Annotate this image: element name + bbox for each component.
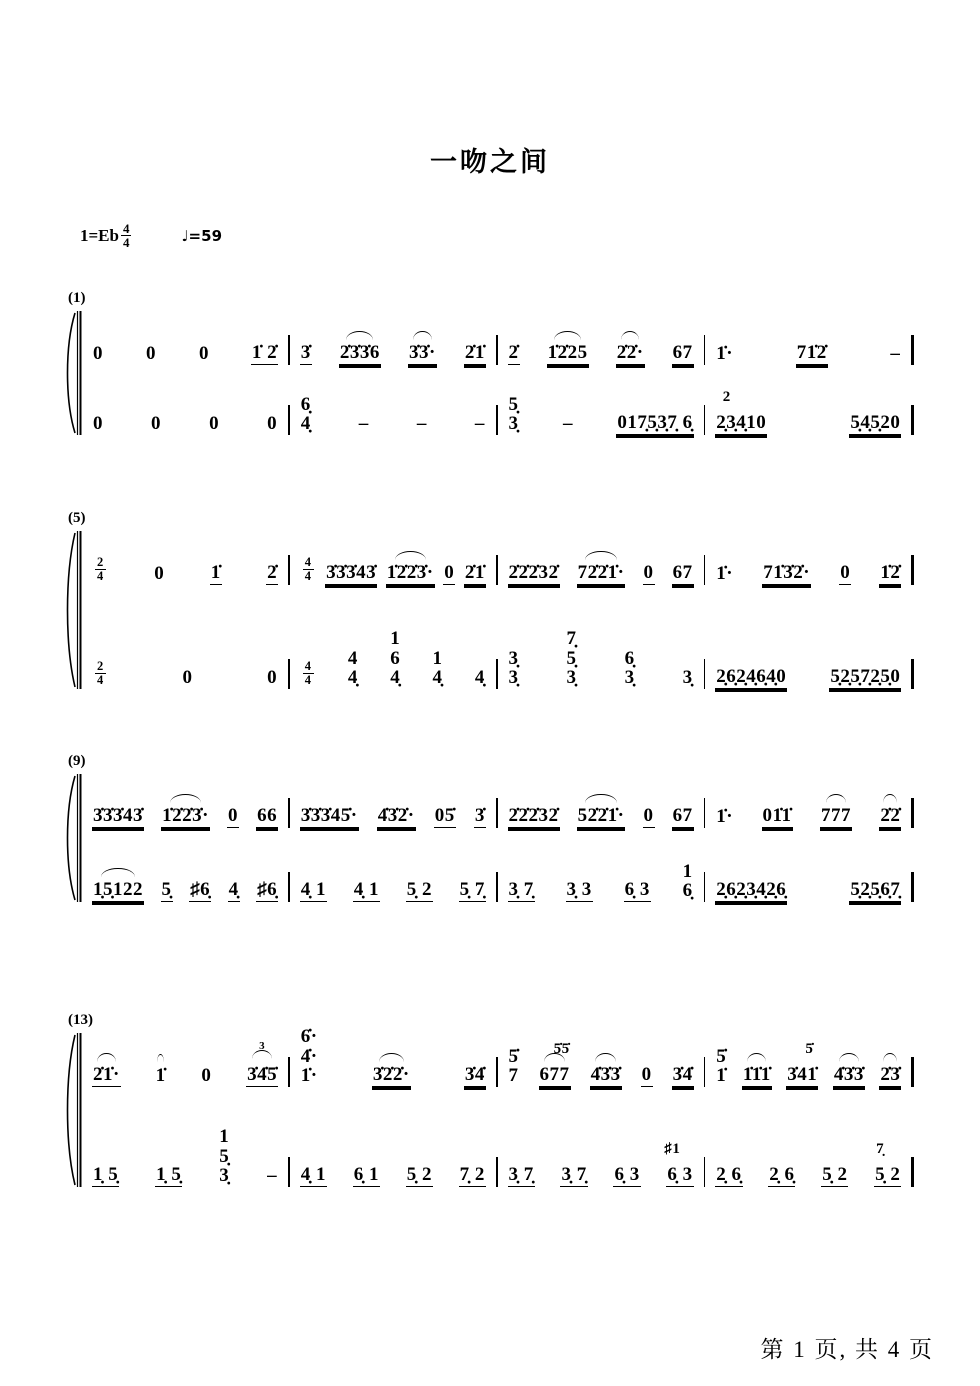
note-group: 1̇· (716, 343, 734, 365)
measure (82, 343, 288, 365)
slur-icon (554, 331, 581, 340)
note-group: 2̣ 6̣ (769, 1164, 795, 1186)
barline (911, 1157, 914, 1187)
note-group: 0 (151, 413, 162, 435)
note-group: 4̣ 1 (353, 879, 379, 901)
system-brace-icon (62, 774, 82, 907)
note-group: 0 (209, 413, 220, 435)
chord-stack: 3̣ 3̣ (508, 647, 519, 689)
note-group: 5̣2̣5̣7̣2̣5̣0 (830, 666, 901, 688)
measure (705, 667, 911, 689)
note-group: ♯6̣ (257, 879, 278, 901)
note-group: 1̣5̣122 (92, 880, 144, 902)
note-group: 0 (643, 562, 654, 584)
note-group: 71̇3̇2̇· (763, 562, 811, 584)
measure (290, 1165, 496, 1187)
note-group: 5̣ 2 7̣ (875, 1141, 901, 1186)
note-group: 1̣ 5̣ (156, 1164, 182, 1186)
measure (498, 629, 704, 689)
system-brace-icon (62, 1033, 82, 1192)
note-group: 2̇2̇· (616, 343, 645, 365)
note-group: 2̇2̇ (879, 806, 901, 828)
barline (911, 872, 914, 902)
upper-voice-note: 7̣ (876, 1141, 885, 1158)
note-group: 0 (267, 413, 278, 435)
slur-icon (883, 1053, 897, 1062)
upper-voice-note: 2 (722, 389, 731, 406)
note-group: 0 (444, 562, 455, 584)
note-group: 0 (154, 563, 165, 585)
note-group: 1̇ 2̇ (251, 342, 278, 364)
note-group: 4̇3̇3̇ (833, 1065, 865, 1087)
barline (911, 798, 914, 828)
note-group: 4̇3̇3̇ (590, 1065, 622, 1087)
measure (82, 806, 288, 828)
note-group: 0 (182, 667, 193, 689)
note-group: 2̇1̇ (464, 342, 485, 364)
barline (911, 405, 914, 435)
bass-staff (82, 1125, 914, 1187)
note-group: 4̇3̇2̇· (377, 805, 415, 827)
chord-stack: 5̇ 1̇ (716, 1045, 727, 1087)
note-group: 1̇1̇1̇ (742, 1065, 772, 1087)
note-group: 3̣ 7̣ (508, 879, 534, 901)
treble-staff (82, 774, 914, 828)
chord-stack: 1 6 4̣ (390, 627, 401, 689)
measure (705, 343, 911, 365)
note-group: 4̣ 1 (300, 879, 326, 901)
slur-icon (621, 331, 639, 340)
note-group: 5̣ 2 (822, 1164, 848, 1186)
note-group: 0 (201, 1065, 212, 1087)
system-3 (62, 753, 914, 907)
slur-icon (585, 794, 616, 803)
measure (498, 806, 704, 828)
measure (705, 1141, 911, 1187)
chord-stack: 5̇ 7 (508, 1045, 519, 1087)
note-group: – (890, 343, 901, 365)
slur-icon (395, 551, 426, 560)
page-number-footer: 第 1 页, 共 4 页 (760, 1337, 934, 1362)
note-group: 3̇ (300, 342, 311, 364)
note-group: 777 (820, 806, 852, 828)
slur-icon (97, 1053, 115, 1062)
chord-stack: 6̣ 4̣ (300, 393, 311, 435)
note-group: 1̇2̇2̇3̇· (386, 563, 435, 585)
note-group: 3̇3̇3̇45̇· (300, 805, 358, 827)
system-1 (62, 290, 914, 440)
upper-voice-note: 5̇5̇ (553, 1041, 570, 1058)
slur-icon (346, 331, 373, 340)
chord-stack: 5̣ 3̣ (508, 393, 519, 435)
note-group: 72̇2̇1̇· (577, 563, 626, 585)
slur-icon (826, 794, 846, 803)
note-group: 3̇41̇ 5̇ (787, 1041, 818, 1086)
slur-icon (379, 1053, 404, 1062)
slur-icon (170, 794, 201, 803)
note-group: 3̣ 7̣ (561, 1164, 587, 1186)
chord-stack: 1 4̣ (432, 647, 443, 689)
measure (498, 563, 704, 585)
note-group: – (562, 413, 573, 435)
note-group: 5̣ 2 (406, 879, 432, 901)
note-group: 0 (228, 805, 239, 827)
note-group: 1̇ (210, 562, 221, 584)
measure (705, 563, 911, 585)
chord-stack: 1 5̣ 3̣ (219, 1125, 230, 1187)
slur-icon (883, 794, 897, 803)
note-group: 2̇3̇ (879, 1065, 901, 1087)
slur-icon (839, 1053, 859, 1062)
note-group: 2̇3̇3̇6 (339, 343, 381, 365)
note-group: 3̇4̇ (672, 1064, 693, 1086)
note-group: 3̇4̇5̇ 3 (247, 1040, 278, 1086)
note-group: 017̣5̣3̣7̣ 6̣ (617, 412, 693, 434)
chord-stack: 1 6̣ (682, 860, 693, 902)
note-group: – (267, 1165, 278, 1187)
measure-number-label: (9) (68, 753, 86, 769)
note-group: 2̇ (508, 342, 519, 364)
chord-stack: 4 4̣ (347, 647, 358, 689)
measure (705, 880, 911, 902)
measure (82, 414, 288, 435)
time-signature: $\frac{4}{4}$ (304, 555, 312, 583)
time-signature (121, 222, 132, 249)
note-group: 3̇3̇· (408, 343, 437, 365)
measure (498, 1041, 704, 1088)
note-group: 0 (93, 413, 103, 435)
measure (290, 395, 496, 436)
key-tonic: 1=Eb (80, 225, 119, 245)
measure (705, 389, 911, 435)
note-group: 4̣ (474, 667, 485, 689)
measure-number-label: (5) (68, 510, 86, 526)
barline (911, 555, 914, 585)
treble-staff (82, 531, 914, 585)
note-group: 0 (643, 805, 654, 827)
meter-numerator: 4 (122, 221, 130, 236)
note-group: 0 (840, 562, 851, 584)
note-group: 5̣ 2 (406, 1164, 432, 1186)
note-group: 2̣ 6̣ (716, 1164, 742, 1186)
note-group: 0 (198, 343, 209, 365)
measure (290, 629, 496, 689)
measure (82, 655, 288, 689)
measure (82, 551, 288, 585)
slur-icon (585, 551, 616, 560)
note-group: 2̇1̇· (92, 1065, 121, 1087)
meter-denominator: 4 (122, 235, 130, 250)
measure (82, 1040, 288, 1087)
note-group: 3̇3̇3̇43̇ (93, 805, 143, 827)
note-group: 3̣ (682, 667, 693, 689)
treble-staff (82, 311, 914, 365)
note-group: 6̣ 3 (624, 879, 650, 901)
measure (705, 806, 911, 828)
note-group: 3̇3̇3̇43̇ (326, 562, 377, 584)
time-signature: $\frac{2}{4}$ (97, 555, 104, 583)
note-group: 1̇2̇25 (547, 343, 589, 365)
note-group: 1̇2̇ (880, 562, 901, 584)
note-group: 3̇2̇2̇· (372, 1065, 411, 1087)
measure (290, 343, 496, 365)
upper-voice-note: ♯1 (664, 1141, 681, 1158)
page-title: 一吻之间 (430, 147, 550, 177)
bass-staff (82, 848, 914, 902)
time-signature: $\frac{4}{4}$ (304, 659, 312, 687)
note-group: 66 (257, 805, 278, 827)
note-group: 0 (641, 1064, 652, 1086)
chord-stack: 7̣ 5̣ 3̣ (566, 627, 577, 689)
slur-icon (101, 868, 134, 877)
note-group: 52̇2̇1̇· (577, 806, 626, 828)
chord-stack: 6̇· 4̇· 1̇· (300, 1025, 318, 1087)
note-group: 67 (672, 805, 693, 827)
note-group: 3̣ 7̣ (508, 1164, 534, 1186)
note-group: 3̇ (474, 805, 485, 827)
note-group: 5̣4̣5̣20 (850, 412, 901, 434)
system-2 (62, 510, 914, 694)
note-group: 2̣6̣2̣3̣4̣2̣6̣ (716, 879, 787, 901)
tempo-marking: ♩=59 (181, 226, 223, 245)
note-group: 6̣ 3 (614, 1164, 640, 1186)
barline (911, 335, 914, 365)
note-group: 1̇· (716, 806, 734, 828)
note-group: 67 (672, 562, 693, 584)
note-group: 2̣3̣4̣10 2 (716, 389, 767, 434)
note-group: 2̇ (267, 562, 278, 584)
note-group: 1̇ (155, 1066, 167, 1087)
system-brace-icon (62, 311, 82, 440)
note-group: 1̇· (716, 563, 734, 585)
note-group: 4̣ (228, 879, 239, 901)
measure (290, 880, 496, 902)
note-group: 1̇2̇2̇3̇· (161, 806, 210, 828)
note-group: 2̇2̇2̇32̇ (508, 562, 559, 584)
measure (705, 1041, 911, 1088)
barline (911, 659, 914, 689)
measure (290, 806, 496, 828)
measure (498, 343, 704, 365)
note-group: ♯6̣ (190, 879, 211, 901)
barline (911, 1057, 914, 1087)
note-group: – (358, 413, 369, 435)
upper-voice-note: 5̇ (805, 1041, 814, 1058)
measure (498, 395, 704, 436)
note-group: 01̇1̇ (762, 805, 792, 827)
note-group: 05̇ (434, 805, 455, 827)
note-group: 0 (93, 343, 103, 365)
note-group: 0 (145, 343, 156, 365)
note-group: 1̣ 5̣ (93, 1164, 119, 1186)
tuplet-number: 3 (259, 1040, 266, 1053)
note-group: 677 5̇5̇ (539, 1041, 570, 1086)
slur-icon (595, 1053, 615, 1062)
slur-icon (413, 331, 431, 340)
note-group: 5̣ (161, 879, 172, 901)
note-group: 2̇1̇ (464, 562, 485, 584)
note-group: 2̇2̇2̇32̇ (508, 805, 559, 827)
note-group: 3̇4̇ (464, 1064, 485, 1086)
note-group: 4̣ 1 (300, 1164, 326, 1186)
measure-number-label: (13) (68, 1012, 93, 1028)
note-group: – (416, 413, 427, 435)
system-brace-icon (62, 531, 82, 694)
note-group: 3̣ 3 (566, 879, 592, 901)
treble-staff (82, 1025, 914, 1087)
system-4 (62, 1012, 914, 1192)
measure (82, 880, 288, 902)
time-signature: $\frac{2}{4}$ (97, 659, 104, 687)
bass-staff (82, 627, 914, 689)
measure-number-label: (1) (68, 290, 86, 306)
note-group: 7̣ 2 (459, 1164, 485, 1186)
slur-icon (747, 1053, 766, 1062)
measure (82, 1127, 288, 1187)
note-group: 71̇2̇ (796, 342, 827, 364)
note-group: 2̣6̣2̣4̣6̣4̣0 (716, 666, 787, 688)
note-group: – (474, 413, 485, 435)
measure (498, 1141, 704, 1187)
measure (290, 551, 496, 585)
bass-staff (82, 381, 914, 435)
note-group: 5̣ 7̣ (459, 879, 485, 901)
slur-icon (157, 1054, 165, 1063)
note-group: 67 (672, 342, 693, 364)
note-group: 5̣2̣5̣6̣7̣ (850, 879, 901, 901)
chord-stack: 6̣ 3̣ (624, 647, 635, 689)
measure (498, 862, 704, 903)
key-signature-line (80, 222, 222, 249)
measure (290, 1027, 496, 1087)
note-group: 6̣ 3 ♯1 (664, 1141, 693, 1186)
note-group: 6̣ 1 (353, 1164, 379, 1186)
note-group: 0 (267, 667, 278, 689)
